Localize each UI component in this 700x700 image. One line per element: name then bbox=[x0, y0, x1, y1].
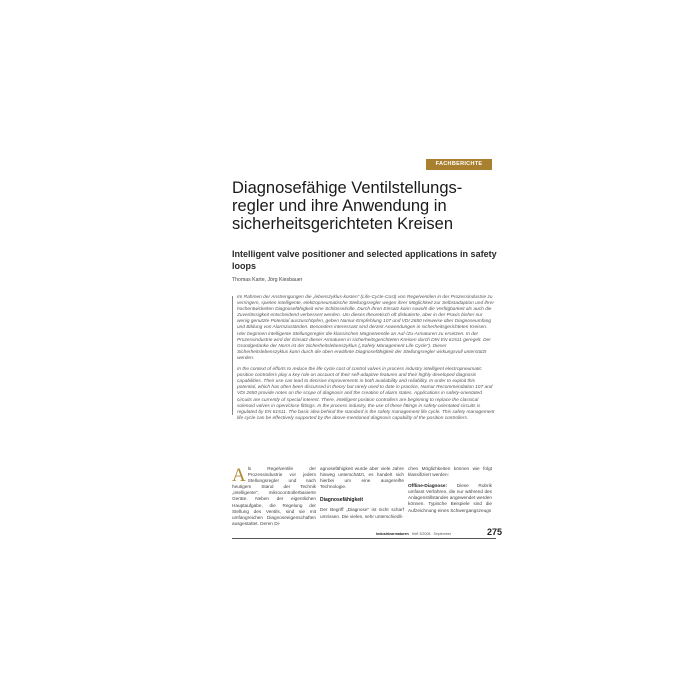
article-subtitle: Intelligent valve positioner and selected applications in safety loops bbox=[232, 249, 497, 271]
section-heading: Diagnosefähigkeit bbox=[320, 497, 364, 504]
abstract-german: Im Rahmen der Anstrengungen die „lebenszyklus-kosten“ (Life-Cycle-Cost) von Regelventilen in der Prozessindustrie zu verringern, spielen intelligente, elektropneumatische Stellungsregler wegen ihrer Möglichkeit zur Selbstadaption und ihrer hochentwickelten Diagnosefähigkeit eine Schlüsselrolle. Durch ihren Einsatz kann sowohl die Verfügbarkeit als auch die Zuverlässigkeit entscheidend verbessert werden. Um dieses theoretisch oft diskutierte, aber in der Praxis bisher nur wenig genutzte Potential auszuschöpfen, geben Namur-Empfehlung 107 und VDI 2650 Hinweise über Diagnoseumfang und Bildung von Alarmzuständen. Besonders interessant sind derzeit Anwendungen in sicherheitsgerichteten Kreisen. Hier beginnen intelligente Stellungsregler die klassischen Magnetventile an Auf-/Zu-Armaturen zu ersetzen. In der Prozessindustrie wird der Einsatz dieser Armaturen in sicherheitsgerichteten Kreisen durch DIN EN 61511 geregelt. Der Grundgedanke der Norm ist der Sicherheitslebenszyklus („Safety Management Life Cycle“). Dieser Sicherheitslebenszyklus kann durch die oben erwähnte Diagnosefähigkeit der Stellungsregler wirkungsvoll unterstützt werden. bbox=[237, 295, 495, 361]
journal-name: Industriearmaturen bbox=[376, 532, 409, 536]
body-column-1-text: ls Regelventile der Prozessindustrie vor jedem Stellungsregler und nach heutigem Stand der Technik „intelligente“, mikrocontrollerbasierte Geräte. Neben der eigentlichen Hauptaufgabe, die Regelung der Stellung des Ventils, sind sie mit umfangreichen Diagnoseeigenschaften ausgestattet. Deren Di- bbox=[232, 466, 316, 526]
issue-info: Heft 3/2008 · September bbox=[411, 532, 452, 536]
article-title: Diagnosefähige Ventilstellungs-regler und ihre Anwendung in sicherheitsgerichteten Kreisen bbox=[232, 179, 463, 233]
section-badge: FACHBERICHTE bbox=[426, 159, 492, 170]
footer-rule bbox=[232, 538, 496, 539]
body-column-1 bbox=[232, 466, 316, 527]
body-column-2 bbox=[320, 466, 404, 520]
drop-cap: A bbox=[232, 465, 246, 486]
body-column-3-text-2: Diese Rubrik umfasst Verfahren, die nur während des Anlagenstillstandes angewendet werden können. Typische Beispiele sind die Aufzeichnung eines Schwergangszeugs bbox=[408, 483, 492, 513]
article-authors: Thomas Karte, Jörg Kiesbauer bbox=[232, 277, 303, 283]
abstract-rule bbox=[232, 296, 233, 415]
page-number: 275 bbox=[487, 527, 503, 537]
abstract bbox=[237, 295, 495, 427]
inline-heading: Offline-Diagnose: bbox=[408, 483, 448, 489]
body-column-2-text-2: Der Begriff „Diagnose“ ist nicht scharf umrissen. Die vielen, sehr unterschiedli- bbox=[320, 507, 404, 519]
abstract-english: In the context of efforts to reduce the life cycle cost of control valves in process industry intelligent electropneumatic position controllers play a key role on account of their self-adaptive features and their highly developed diagnosis capabilities. Their use can lead to decisive improvements in both availability and reliability. In order to exploit this potential, which has often been discussed in theory but rarely used to date in practice, Namur Recommendation 107 and VDI 2650 provide notes on the scope of diagnosis and the creation of alarm states. Applications in safety-orientated circuits are currently of special interest. There, intelligent position controllers are beginning to replace the classical solenoid valves in open/close fittings. In the process industry, the use of these fittings in safety-orientated circuits is regulated by EN 61511. The basic idea behind the standard is the safety management life cycle. This safety management life cycle can be effectively supported by the above-mentioned diagnosis capability of the position controllers. bbox=[237, 367, 495, 421]
body-column-3-text: chen Möglichkeiten können wie folgt klassifiziert werden: bbox=[408, 466, 492, 478]
footer-info bbox=[376, 532, 451, 536]
body-column-2-text: agnosefähigkeit wurde aber viele Jahre hinweg unterschätzt, es handelt sich hierbei um eine ausgereifte Technologie. bbox=[320, 466, 404, 490]
body-column-3 bbox=[408, 466, 492, 514]
